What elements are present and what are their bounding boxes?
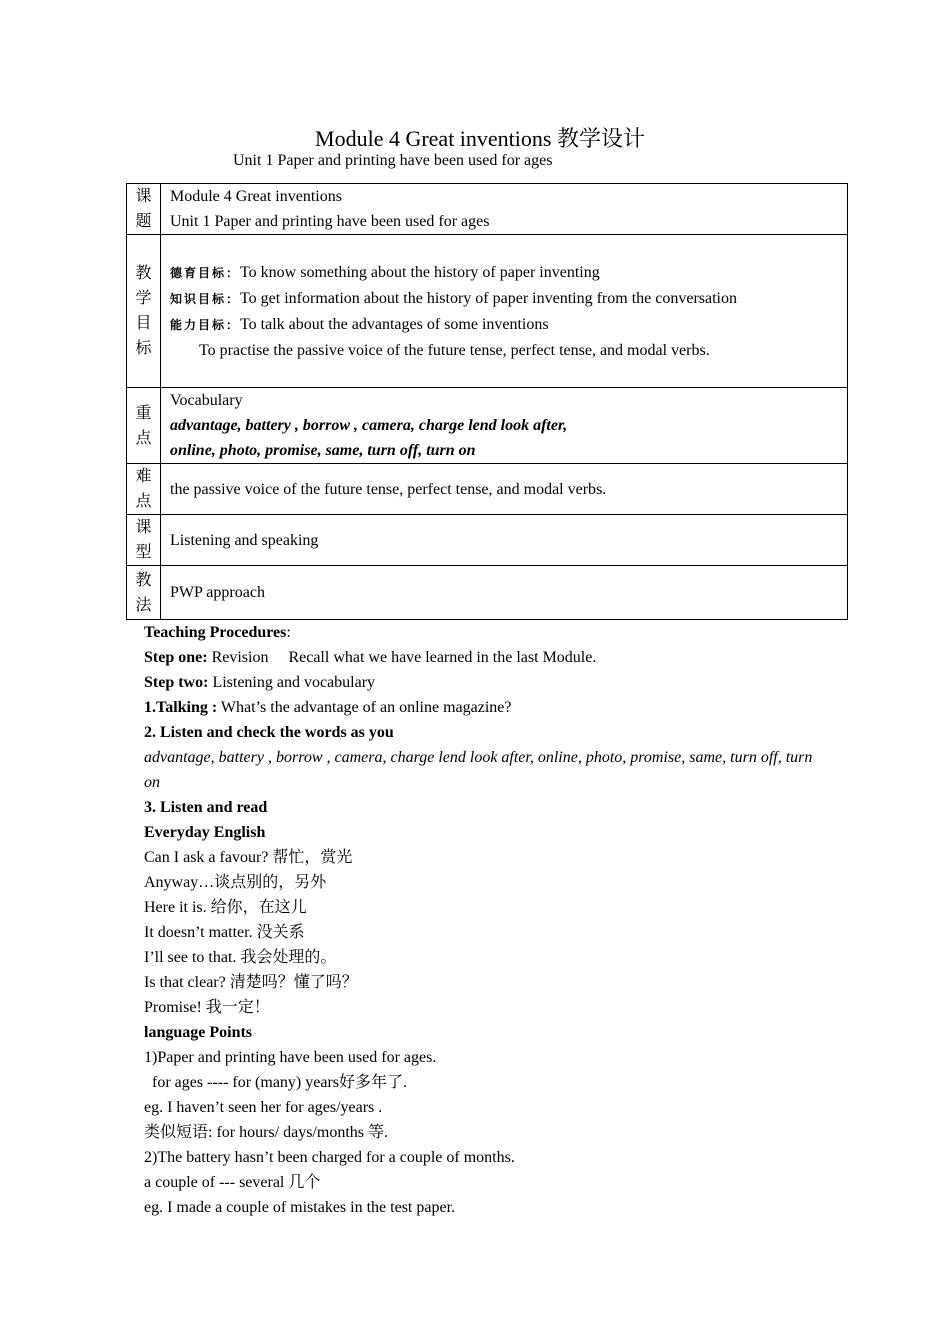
table-row-difficulties: [127, 464, 848, 515]
point-item: eg. I haven’t seen her for ages/years .: [144, 1099, 383, 1116]
objective-text: To get information about the history of paper inventing from the conversation: [240, 289, 737, 307]
procedures-heading: [144, 620, 824, 645]
everyday-english-heading: Everyday English: [144, 824, 266, 841]
vocabulary-line: online, photo, promise, same, turn off, turn on: [170, 442, 476, 459]
label-char: 教: [135, 265, 152, 282]
point-item: 类似短语: for hours/ days/months 等.: [144, 1124, 388, 1141]
phrase-item: Is that clear? 清楚吗？懂了吗？: [144, 974, 358, 991]
topic-content: [161, 184, 848, 235]
table-row-key-points: [127, 388, 848, 464]
page-title: Module 4 Great inventions 教学设计: [315, 126, 645, 151]
difficulties-label: [127, 464, 161, 515]
label-char: 点: [135, 493, 152, 510]
language-points-heading: language Points: [144, 1024, 253, 1041]
objectives-label: [127, 235, 161, 388]
objective-knowledge: [170, 286, 847, 312]
topic-label: [127, 184, 161, 235]
objective-moral: [170, 260, 847, 286]
vocabulary-line: advantage, battery , borrow , camera, charge lend look after,: [170, 417, 568, 434]
lesson-type-content: Listening and speaking: [161, 515, 848, 566]
point-item: for ages ---- for (many) years好多年了.: [144, 1074, 408, 1091]
page-subtitle: Unit 1 Paper and printing have been used for ages: [233, 152, 553, 169]
step-label: Step two:: [144, 674, 209, 691]
method-label: [127, 566, 161, 620]
step-one: [144, 645, 824, 670]
difficulties-content: the passive voice of the future tense, perfect tense, and modal verbs.: [161, 464, 848, 515]
label-char: 教: [135, 571, 152, 589]
topic-line: Unit 1 Paper and printing have been used for ages: [170, 213, 490, 230]
listen-read-heading: 3. Listen and read: [144, 799, 268, 816]
point-item: eg. I made a couple of mistakes in the test paper.: [144, 1199, 456, 1216]
heading-colon: :: [286, 624, 291, 641]
key-points-label: [127, 388, 161, 464]
phrase-item: I’ll see to that. 我会处理的。: [144, 949, 337, 966]
table-row-method: [127, 566, 848, 620]
objective-tag: 知识目标：: [170, 291, 241, 306]
lesson-plan-table: [126, 183, 848, 620]
point-item: a couple of --- several 几个: [144, 1174, 321, 1191]
key-points-content: [161, 388, 848, 464]
phrase-item: Can I ask a favour? 帮忙，赏光: [144, 849, 353, 866]
label-char: 型: [135, 544, 152, 561]
objective-ability: [170, 312, 847, 338]
topic-line: Module 4 Great inventions: [170, 188, 342, 205]
label-char: 题: [135, 213, 152, 230]
item-label: 1.Talking :: [144, 699, 218, 716]
step-label: Step one:: [144, 649, 208, 666]
lesson-type-label: [127, 515, 161, 566]
talking-item: [144, 695, 824, 720]
label-char: 重: [135, 404, 152, 422]
procedures-section: [144, 620, 824, 1220]
step-text: Listening and vocabulary: [208, 674, 376, 691]
objectives-content: [161, 235, 848, 388]
label-char: 学: [135, 290, 152, 307]
step-two: [144, 670, 824, 695]
table-row-objectives: [127, 235, 848, 388]
objective-tag: 能力目标：: [170, 317, 241, 332]
method-content: PWP approach: [161, 566, 848, 620]
label-char: 法: [135, 596, 152, 614]
step-text: Revision Recall what we have learned in the last Module.: [207, 649, 597, 666]
vocabulary-heading: Vocabulary: [170, 392, 243, 409]
phrase-item: Promise! 我一定！: [144, 999, 270, 1016]
listen-check-heading: 2. Listen and check the words as you: [144, 724, 394, 741]
objective-text: To talk about the advantages of some inventions: [240, 315, 549, 333]
word-list: advantage, battery , borrow , camera, charge lend look after, online, photo, promise, same, turn off, turn on: [144, 749, 813, 791]
table-row-topic: [127, 184, 848, 235]
label-char: 点: [135, 429, 152, 447]
table-row-lesson-type: [127, 515, 848, 566]
label-char: 难: [135, 468, 152, 485]
objective-text: To know something about the history of paper inventing: [240, 263, 600, 281]
point-item: 1)Paper and printing have been used for ages.: [144, 1049, 437, 1066]
label-char: 课: [135, 188, 152, 205]
heading-text: Teaching Procedures: [144, 624, 287, 641]
phrase-item: It doesn’t matter. 没关系: [144, 924, 305, 941]
item-text: What’s the advantage of an online magazine?: [217, 699, 512, 716]
objective-text: To practise the passive voice of the future tense, perfect tense, and modal verbs.: [199, 341, 710, 359]
phrase-item: Anyway…谈点别的，另外: [144, 874, 327, 891]
objective-tag: 德育目标：: [170, 265, 241, 280]
phrase-item: Here it is. 给你，在这儿: [144, 899, 307, 916]
label-char: 标: [135, 340, 152, 357]
label-char: 目: [135, 315, 152, 332]
point-item: 2)The battery hasn’t been charged for a couple of months.: [144, 1149, 515, 1166]
label-char: 课: [135, 519, 152, 536]
